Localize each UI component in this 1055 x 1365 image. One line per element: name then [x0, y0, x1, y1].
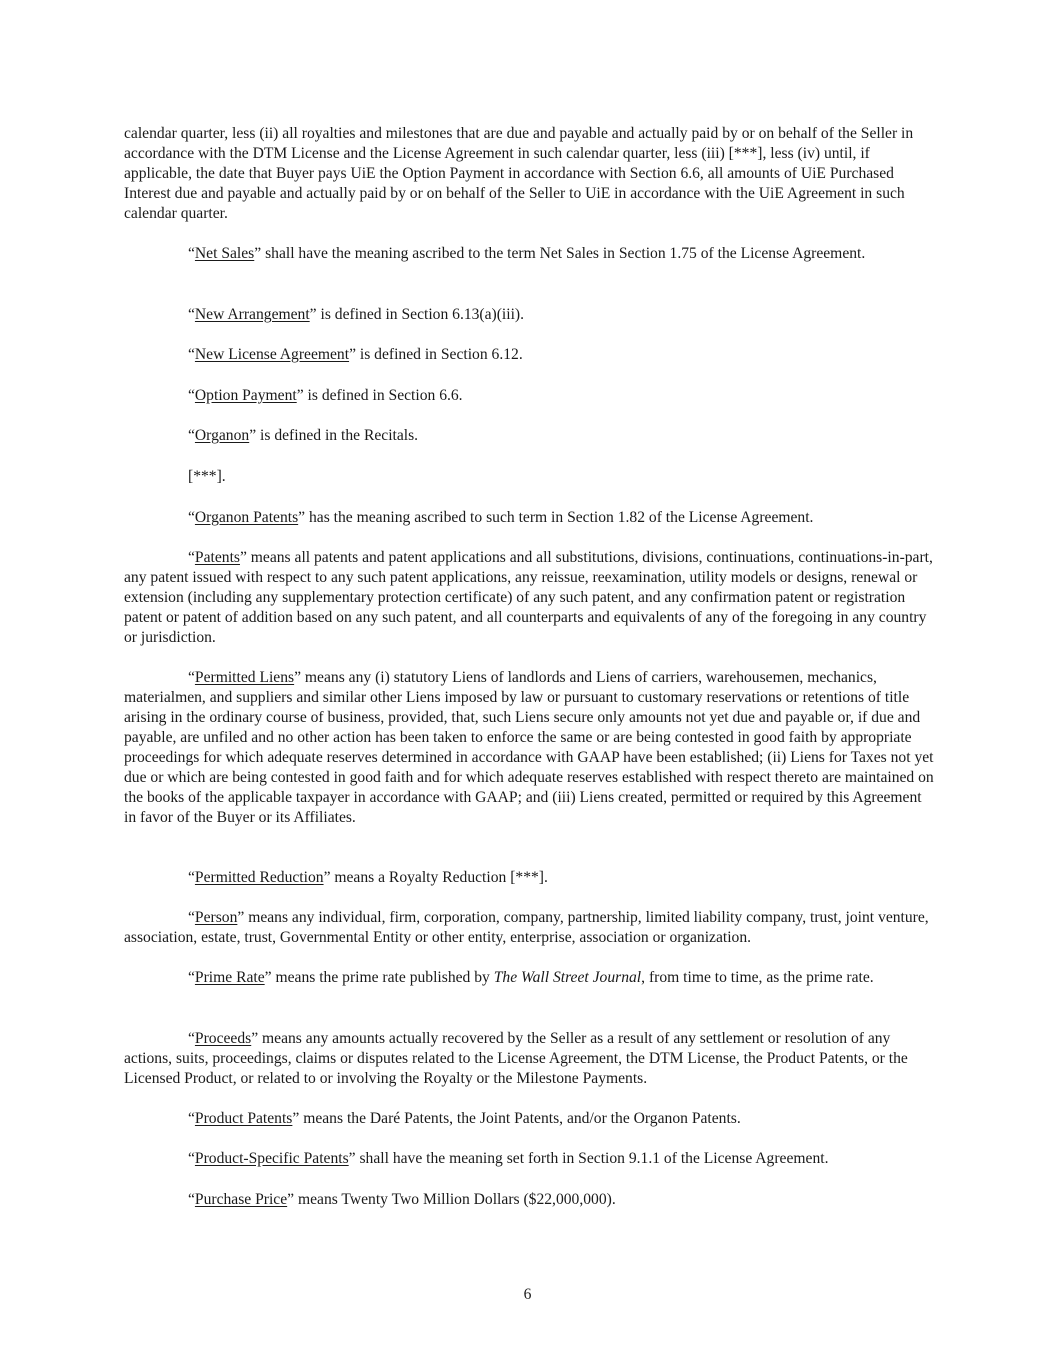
intro-paragraph: calendar quarter, less (ii) all royalties and milestones that are due and payable and actually paid by or on behalf of the Seller in accordance with the DTM License and the License Agreement in such calendar quarter, less (iii) [***], less (iv) until, if applicable, the date that Buyer pays UiE the Option Payment in accordance with Section 6.6, all amounts of UiE Purchased Interest due and payable and actually paid by or on behalf of the Seller to UiE in accordance with the UiE Agreement in such calendar quarter.	[124, 125, 914, 222]
definition-proceeds: “Proceeds” means any amounts actually recovered by the Seller as a result of any settlement or resolution of any actions, suits, proceedings, claims or disputes related to the License Agreement, the DTM License, the Product Patents, or the Licensed Product, or related to or involving the Royalty or the Milestone Payments.	[124, 1030, 908, 1087]
defined-term: New License Agreement	[194, 346, 350, 363]
definition-permitted-liens: “Permitted Liens” means any (i) statutory Liens of landlords and Liens of carriers, warehousemen, mechanics, materialmen, and suppliers and similar other Liens imposed by law or pursuant to customary reservations or retentions of title arising in the ordinary course of business, provided, that, such Liens secure only amounts not yet due and payable or, if due and payable, are unfiled and no other action has been taken to enforce the same or are being contested in good faith by appropriate proceedings for which adequate reserves determined in accordance with GAAP have been established; (ii) Liens for Taxes not yet due or which are being contested in good faith and for which adequate reserves established with respect thereto are maintained on the books of the applicable taxpayer in accordance with GAAP; and (iii) Liens created, permitted or required by this Agreement in favor of the Buyer or its Affiliates.	[124, 669, 934, 826]
defined-term: Option Payment	[194, 387, 297, 404]
defined-term: Permitted Liens	[194, 669, 295, 686]
definition-prime-rate: “Prime Rate” means the prime rate published by The Wall Street Journal, from time to time, as the prime rate.	[188, 969, 874, 986]
defined-term: Prime Rate	[194, 969, 265, 986]
page-number: 6	[523, 1286, 532, 1303]
redacted-definition: [***].	[188, 468, 226, 485]
definition-product-specific-patents: “Product-Specific Patents” shall have the meaning set forth in Section 9.1.1 of the License Agreement.	[188, 1150, 829, 1167]
definition-net-sales: “Net Sales” shall have the meaning ascribed to the term Net Sales in Section 1.75 of the License Agreement.	[188, 245, 866, 262]
definition-purchase-price: “Purchase Price” means Twenty Two Million Dollars ($22,000,000).	[188, 1191, 616, 1208]
defined-term: Purchase Price	[194, 1191, 288, 1208]
definition-new-arrangement: “New Arrangement” is defined in Section 6.13(a)(iii).	[188, 306, 525, 323]
definition-option-payment: “Option Payment” is defined in Section 6.6.	[188, 387, 463, 404]
definition-new-license-agreement: “New License Agreement” is defined in Section 6.12.	[188, 346, 523, 363]
definition-product-patents: “Product Patents” means the Daré Patents, the Joint Patents, and/or the Organon Patents.	[188, 1110, 741, 1127]
defined-term: Permitted Reduction	[194, 869, 324, 886]
defined-term: New Arrangement	[194, 306, 310, 323]
publication-title: The Wall Street Journal	[493, 969, 642, 986]
defined-term: Proceeds	[194, 1030, 252, 1047]
definition-organon: “Organon” is defined in the Recitals.	[188, 427, 419, 444]
defined-term: Patents	[194, 549, 240, 566]
definition-patents: “Patents” means all patents and patent applications and all substitutions, divisions, continuations, continuations-in-part, any patent issued with respect to any such patent applications, any reissue, reexamination, utility models or designs, renewal or extension (including any supplementary protection certificate) of any such patent, and any confirmation patent or registration patent or patent of addition based on any such patent, and all counterparts and equivalents of any of the foregoing in any country or jurisdiction.	[124, 549, 933, 646]
defined-term: Organon Patents	[194, 509, 299, 526]
defined-term: Organon	[194, 427, 250, 444]
defined-term: Product-Specific Patents	[194, 1150, 349, 1167]
defined-term: Person	[194, 909, 238, 926]
definition-permitted-reduction: “Permitted Reduction” means a Royalty Reduction [***].	[188, 869, 548, 886]
defined-term: Product Patents	[194, 1110, 293, 1127]
definition-person: “Person” means any individual, firm, corporation, company, partnership, limited liability company, trust, joint venture, association, estate, trust, Governmental Entity or other entity, enterprise, association or organization.	[124, 909, 929, 946]
defined-term: Net Sales	[194, 245, 255, 262]
definition-organon-patents: “Organon Patents” has the meaning ascribed to such term in Section 1.82 of the License Agreement.	[188, 509, 814, 526]
